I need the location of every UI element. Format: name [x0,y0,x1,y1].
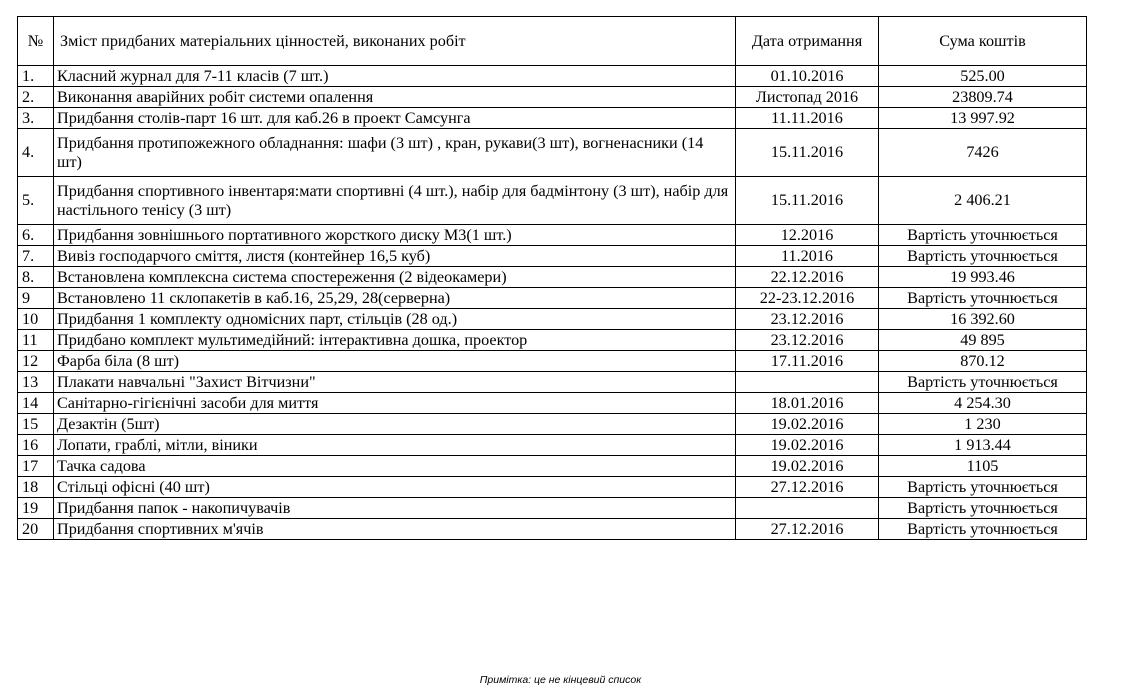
table-row [18,66,1087,87]
row-date: 19.02.2016 [736,414,879,435]
row-date: 01.10.2016 [736,66,879,87]
row-description: Виконання аварійних робіт системи опалення [54,87,736,108]
row-description: Придбання спортивних м'ячів [54,519,736,540]
row-number: 18 [18,477,54,498]
row-date [736,372,879,393]
table-row [18,372,1087,393]
row-date: 17.11.2016 [736,351,879,372]
row-sum: 870.12 [879,351,1087,372]
row-sum: 1 230 [879,414,1087,435]
row-sum: Вартість уточнюється [879,519,1087,540]
table-body [18,66,1087,540]
table-row [18,246,1087,267]
row-description: Встановлена комплексна система спостереження (2 відеокамери) [54,267,736,288]
row-date: 12.2016 [736,225,879,246]
table-row [18,129,1087,177]
purchases-table [17,16,1087,540]
row-description: Придбання зовнішнього портативного жорсткого диску M3(1 шт.) [54,225,736,246]
row-number: 14 [18,393,54,414]
row-description: Придбання спортивного інвентаря:мати спортивні (4 шт.), набір для бадмінтону (3 шт), набір для настільного тенісу (3 шт) [54,177,736,225]
row-description: Лопати, граблі, мітли, віники [54,435,736,456]
row-date: 23.12.2016 [736,309,879,330]
row-sum: Вартість уточнюється [879,288,1087,309]
row-description: Придбання столів-парт 16 шт. для каб.26 в проект Самсунга [54,108,736,129]
row-sum: 16 392.60 [879,309,1087,330]
row-number: 5. [18,177,54,225]
row-description: Класний журнал для 7-11 класів (7 шт.) [54,66,736,87]
table-row [18,267,1087,288]
row-date [736,498,879,519]
table-row [18,87,1087,108]
table-row [18,288,1087,309]
row-number: 16 [18,435,54,456]
row-date: 18.01.2016 [736,393,879,414]
table-row [18,393,1087,414]
row-sum: 23809.74 [879,87,1087,108]
purchases-table-container [17,16,1086,540]
row-sum: 13 997.92 [879,108,1087,129]
row-sum: 1 913.44 [879,435,1087,456]
table-row [18,477,1087,498]
row-description: Вивіз господарчого сміття, листя (контейнер 16,5 куб) [54,246,736,267]
table-row [18,414,1087,435]
header-sum: Сума коштів [879,17,1087,66]
row-number: 12 [18,351,54,372]
row-number: 15 [18,414,54,435]
row-sum: 1105 [879,456,1087,477]
row-description: Придбано комплект мультимедійний: інтерактивна дошка, проектор [54,330,736,351]
table-row [18,456,1087,477]
row-number: 4. [18,129,54,177]
row-description: Санітарно-гігієнічні засоби для миття [54,393,736,414]
header-number: № [18,17,54,66]
row-sum: Вартість уточнюється [879,246,1087,267]
table-row [18,519,1087,540]
row-number: 20 [18,519,54,540]
row-description: Тачка садова [54,456,736,477]
row-number: 9 [18,288,54,309]
row-date: 19.02.2016 [736,435,879,456]
footnote: Примітка: це не кінцевий список [479,674,642,686]
row-sum: 49 895 [879,330,1087,351]
row-sum: 19 993.46 [879,267,1087,288]
row-date: 11.11.2016 [736,108,879,129]
row-number: 19 [18,498,54,519]
table-row [18,108,1087,129]
row-sum: 525.00 [879,66,1087,87]
row-date: 23.12.2016 [736,330,879,351]
row-date: Листопад 2016 [736,87,879,108]
row-date: 27.12.2016 [736,519,879,540]
row-number: 13 [18,372,54,393]
row-date: 22-23.12.2016 [736,288,879,309]
row-number: 17 [18,456,54,477]
row-number: 7. [18,246,54,267]
table-row [18,435,1087,456]
row-sum: Вартість уточнюється [879,498,1087,519]
row-date: 22.12.2016 [736,267,879,288]
row-number: 3. [18,108,54,129]
row-description: Дезактін (5шт) [54,414,736,435]
header-date: Дата отримання [736,17,879,66]
row-number: 2. [18,87,54,108]
row-number: 1. [18,66,54,87]
row-date: 15.11.2016 [736,177,879,225]
table-row [18,225,1087,246]
row-sum: 4 254.30 [879,393,1087,414]
row-sum: Вартість уточнюється [879,477,1087,498]
table-row [18,498,1087,519]
row-number: 11 [18,330,54,351]
row-number: 8. [18,267,54,288]
row-sum: Вартість уточнюється [879,225,1087,246]
table-row [18,177,1087,225]
row-sum: Вартість уточнюється [879,372,1087,393]
row-date: 11.2016 [736,246,879,267]
row-description: Придбання протипожежного обладнання: шафи (3 шт) , кран, рукави(3 шт), вогненасники (14 шт) [54,129,736,177]
row-description: Встановлено 11 склопакетів в каб.16, 25,29, 28(серверна) [54,288,736,309]
table-header-row [18,17,1087,66]
row-sum: 2 406.21 [879,177,1087,225]
row-date: 27.12.2016 [736,477,879,498]
row-description: Стільці офісні (40 шт) [54,477,736,498]
table-row [18,330,1087,351]
row-description: Фарба біла (8 шт) [54,351,736,372]
row-date: 15.11.2016 [736,129,879,177]
row-date: 19.02.2016 [736,456,879,477]
row-sum: 7426 [879,129,1087,177]
row-description: Придбання папок - накопичувачів [54,498,736,519]
table-row [18,351,1087,372]
table-row [18,309,1087,330]
row-number: 10 [18,309,54,330]
row-number: 6. [18,225,54,246]
row-description: Плакати навчальні "Захист Вітчизни" [54,372,736,393]
header-description: Зміст придбаних матеріальних цінностей, виконаних робіт [54,17,736,66]
row-description: Придбання 1 комплекту одномісних парт, стільців (28 од.) [54,309,736,330]
